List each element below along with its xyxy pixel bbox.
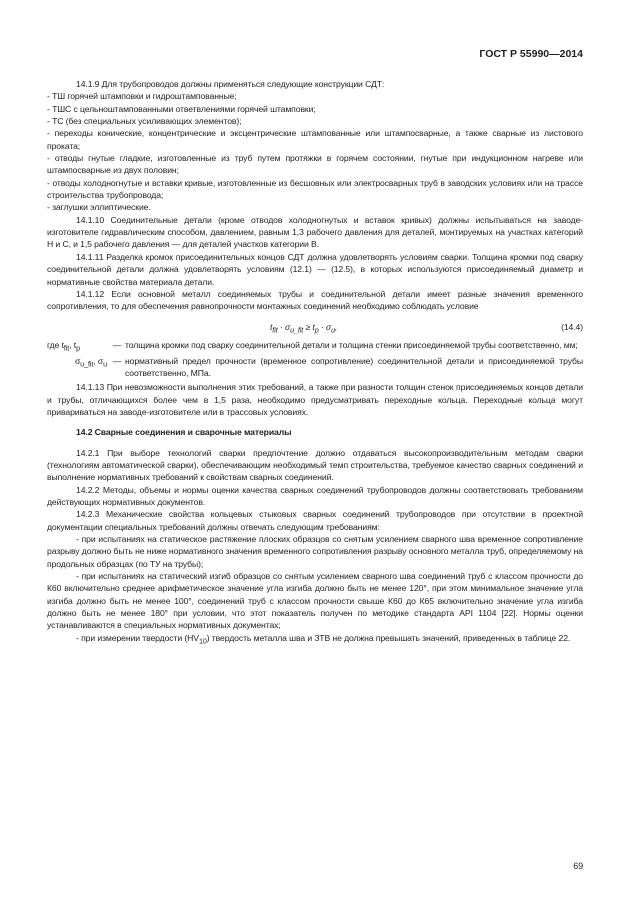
definition-row	[47, 355, 583, 380]
section-title: 14.2 Сварные соединения и сварочные материалы	[76, 427, 292, 438]
paragraph-14-1-12: 14.1.12 Если основной металл соединяемых трубы и соединительной детали имеет разные значения временного сопротивления, то для обеспечения равнопрочности монтажных соединений необходимо соблюдать условие	[47, 288, 583, 312]
list-item: - отводы гнутые гладкие, изготовленные из труб путем протяжки в горячем состоянии, гнутые при индукционном нагреве или штампосварные из двух половин;	[47, 153, 583, 176]
paragraph-14-1-10: 14.1.10 Соединительные детали (кроме отводов холодногнутых и вставок кривых) должны испытываться на заводе-изготовителе гидравлическим способом, давлением, равным 1,3 рабочего давления для деталей, монтируемых на участках категорий Н и С, и 1,5 рабочего давления — для деталей участков категории В.	[47, 214, 583, 250]
list-item: - заглушки эллиптические.	[47, 202, 151, 213]
page-number: 69	[573, 861, 583, 871]
document-header: ГОСТ Р 55990—2014	[479, 48, 583, 60]
definition-text: толщина кромки под сварку соединительной детали и толщина стенки присоединяемой трубы соответственно, мм;	[125, 339, 578, 350]
list-item: - ТШС с цельноштампованными ответвлениями горячей штамповки;	[47, 103, 316, 114]
definition-symbol: $\sigma_{u\_fit}$, $\sigma_u$	[74, 355, 107, 369]
list-item: - отводы холодногнутые и вставки кривые, изготовленные из бесшовных или электросварных труб в заводских условиях или на трассе строительства трубопровода;	[47, 177, 583, 201]
paragraph-14-1-13: 14.1.13 При невозможности выполнения этих требований, а также при разности толщин стенок присоединяемых концов детали и трубы, отличающихся более чем в 1,5 раза, необходимо предусматривать переходные кольца. Переходные кольца могут привариваться на заводе-изготовителе или в трассовых условиях.	[47, 382, 583, 417]
list-item: - при испытаниях на статический изгиб образцов со снятым усилением сварного шва соединений труб с классом прочности до К60 включительно среднее арифметическое значение угла изгиба должно быть не менее 120°, при этом минимальное значение угла изгиба должно быть не менее 100°, соединений труб с классом прочности свыше К60 до К65 включительно значение угла изгиба должно быть не менее 180° при условии, что этот показатель получен по методике стандарта API 1104 [22]. Нормы оценки устанавливаются в специальных нормативных документах;	[47, 571, 583, 631]
list-item: - при испытаниях на статическое растяжение плоских образцов со снятым усилением сварного шва временное сопротивление разрыву должно быть не ниже нормативного значения временного сопротивления разрыву основного металла труб, определяемому на продольных образцах (по ТУ на трубы);	[47, 534, 583, 569]
section-spacer	[47, 418, 583, 426]
definition-text: нормативный предел прочности (временное сопротивление) соединительной детали и присоединяемой трубы соответственно, МПа.	[125, 355, 583, 378]
paragraph-14-2-1: 14.2.1 При выборе технологий сварки предпочтение должно отдаваться высокопроизводительным методам сварки (технологиям автоматической сварки), обеспечивающим необходимый темп строительства, требуемое качество сварных соединений и выполнение нормативных требований к свойствам сварных соединений.	[47, 447, 583, 483]
paragraph-14-1-9: 14.1.9 Для трубопроводов должны применяться следующие конструкции СДТ:	[76, 79, 385, 89]
formula-14-4	[47, 321, 583, 335]
definition-symbol: где $t_{fit}$, $t_p$	[47, 339, 80, 353]
document-body	[47, 78, 583, 648]
section-spacer	[47, 439, 583, 447]
paragraph-14-2-2: 14.2.2 Методы, объемы и нормы оценки качества сварных соединений трубопроводов должны соответствовать требованиям действующих нормативных документов.	[47, 484, 583, 508]
list-item: - переходы конические, концентрические и эксцентрические штампованные или штампосварные, а также сварные из листового проката;	[47, 128, 583, 151]
paragraph-14-2-3: 14.2.3 Механические свойства кольцевых стыковых сварных соединений трубопроводов при отсутствии в проектной документации специальных требований должны отвечать следующим требованиям:	[47, 509, 583, 532]
equation-number: (14.4)	[561, 321, 583, 332]
definition-dash: —	[112, 339, 122, 350]
formula-expression: $t_{fit} \cdot \sigma_{u\_fit} \ge t_p \cdot \sigma_u$,	[270, 321, 338, 335]
symbol-definitions	[47, 339, 583, 380]
paragraph-14-1-11: 14.1.11 Разделка кромок присоединительных концов СДТ должна удовлетворять условиям сварки. Толщина кромки под сварку соединительной детали должна удовлетворять условиям (12.1) — (12.5), в которых используются присоединяемый диаметр и нормативные свойства материала детали.	[47, 251, 583, 287]
list-item: - ТС (без специальных усиливающих элементов);	[47, 116, 242, 127]
definition-row	[47, 339, 583, 355]
definition-dash: —	[112, 355, 122, 366]
list-item-hardness: - при измерении твердости $(HV_{10})$ твердость металла шва и ЗТВ не должна превышать значений, приведенных в таблице 22.	[76, 632, 571, 646]
list-item: - ТШ горячей штамповки и гидроштампованные;	[47, 91, 237, 102]
